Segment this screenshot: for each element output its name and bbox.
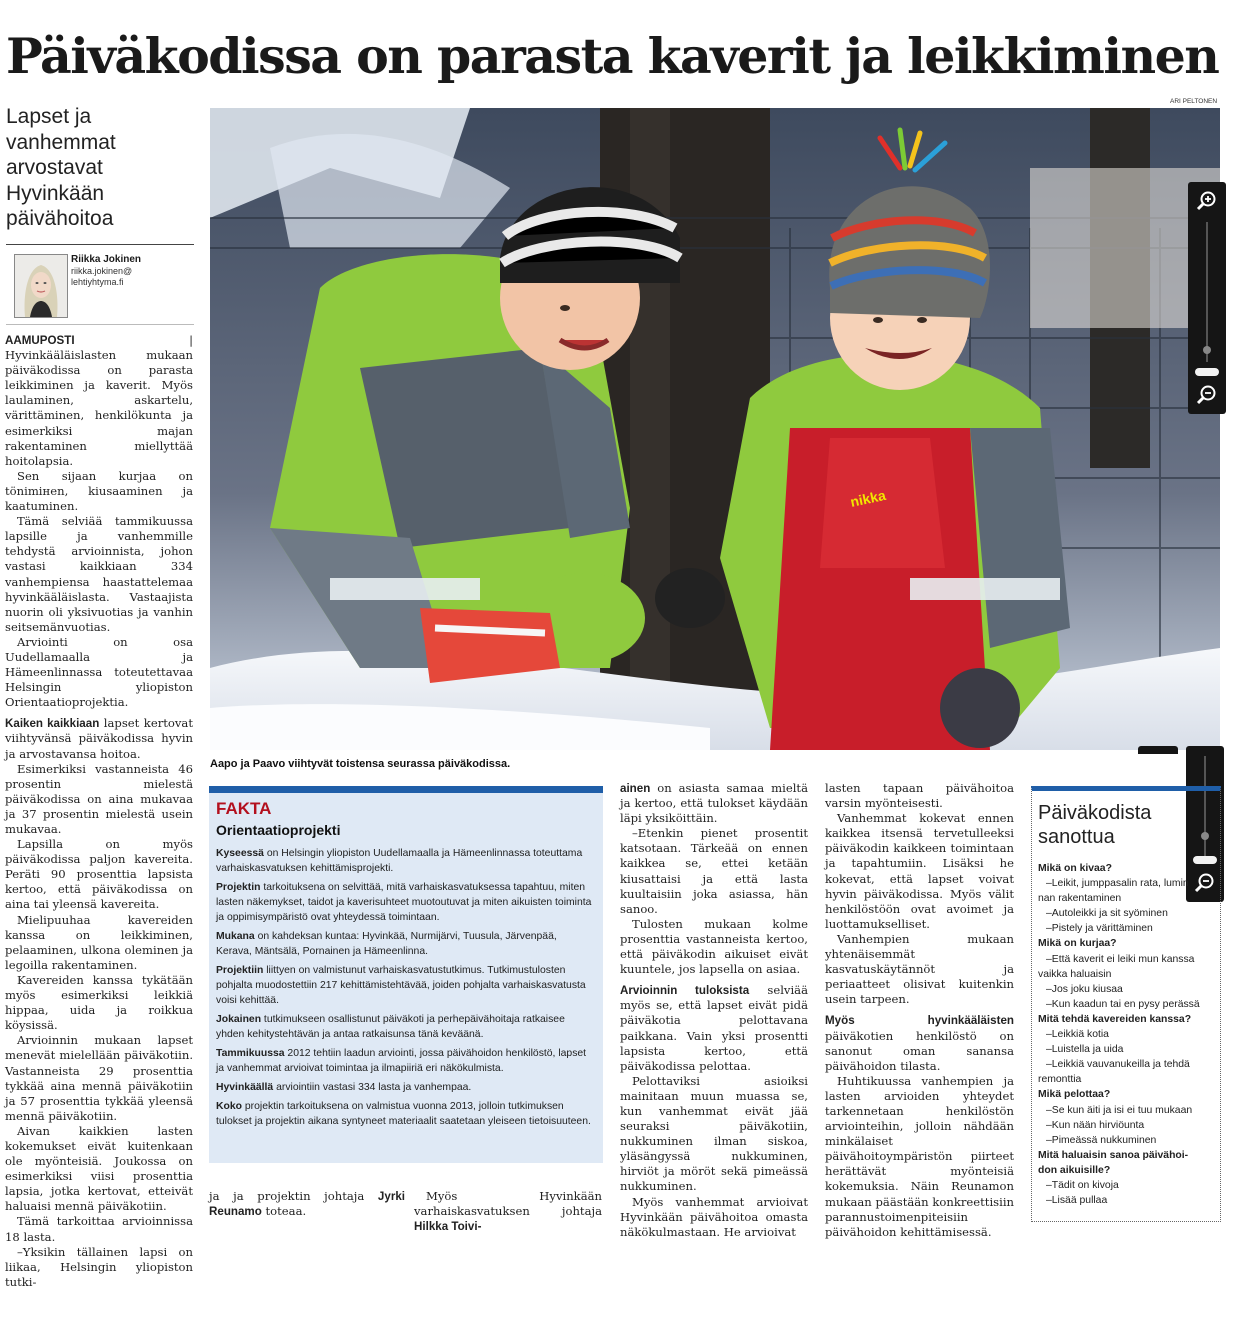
lede — [6, 104, 196, 232]
quote-answer: –Pimeässä nukkuminen — [1046, 1134, 1157, 1146]
byline-divider — [6, 324, 194, 325]
quote-answer: –Se kun äiti ja isi ei tuu mukaan — [1046, 1104, 1193, 1116]
quote-question: Mitä haluaisin sanoa päivähoi- — [1038, 1149, 1189, 1161]
paragraph: Vanhempien mukaan yhtenäisemmät kasvatuskäytännöt ja periaatteet olisivat kuitenkin usein tarpeen. — [825, 931, 1014, 1007]
overall-brand-label: nikka — [848, 486, 888, 510]
paragraph: Arvioinnin mukaan lapset menevät mielellään päiväkotiin. Vastanneista 29 prosenttia tykkää aina mennä päiväkotiin ja 57 prosenttia tykkää yleensä mennä päiväkotiin. — [5, 1033, 193, 1123]
quotes-body — [1038, 861, 1218, 1208]
paragraph: Myös hyvinkääläisten päiväkotien henkilöstö on sanonut oman sanansa päivähoidon tilasta. — [825, 1014, 1014, 1073]
paragraph: Vanhemmat kokevat ennen kaikkea itsensä tervetulleeksi päiväkodin kaikkeen toimintaan ja tapahtumiin. Lisäksi he kokevat, että lapset voivat hyvin päiväkodissa. Myös välit henkilöstöön ovat avoimet ja luottamukselliset. — [825, 811, 1014, 931]
lede-line: arvostavat — [6, 156, 103, 179]
author-name: Riikka Jokinen — [71, 254, 142, 265]
article-photo — [210, 108, 1220, 750]
fakta-item: Jokainen tutkimukseen osallistunut päiväkoti ja perhepäivähoitaja ratkaisee yhden kehitystehtävän ja antaa ratkaisunsa tänä keväänä. — [216, 1013, 565, 1040]
paragraph: Kaiken kaikkiaan lapset kertovat viihtyvänsä päiväkodissa hyvin ja arvostavansa hoitoa. — [5, 716, 193, 761]
zoom-in-icon[interactable] — [1196, 190, 1218, 212]
article-column-5 — [825, 781, 1014, 1240]
zoom-out-icon[interactable] — [1196, 384, 1218, 406]
fakta-item: Koko projektin tarkoituksena on valmistua vuonna 2013, jolloin tutkimuksen tulokset ja projektin aikana syntyneet materiaalit saatetaan yleiseen tietoisuuteen. — [216, 1101, 591, 1128]
paragraph: Kavereiden kanssa tykätään myös esimerkiksi leikkiä hippaa, uida ja roikkua köysissä. — [5, 972, 193, 1033]
fakta-item: Tammikuussa 2012 tehtiin laadun arviointi, jossa päivähoidon henkilöstö, lapset ja vanhemmat arvioivat toimintaa ja ilmapiiriä eri näkökulmista. — [216, 1048, 587, 1074]
fakta-body — [216, 847, 594, 1135]
zoom-slider-track[interactable] — [1206, 222, 1208, 362]
paragraph: –Etenkin pienet prosentit katsotaan. Tärkeää on ennen kaikkea se, ettei ketään kiusattaisi ja että lasta kuultaisiin joka asiassa, hän sanoo. — [620, 826, 808, 916]
quote-answer: –Luistella ja uida — [1046, 1044, 1124, 1056]
paragraph: Pelottaviksi asioiksi mainitaan muun muassa se, kun vanhemmat eivät jää seuraksi päiväkotiin, nukkuminen ilman siskoa, yläsängyssä nukkuminen, hirviöt ja möröt sekä pimeässä nukkuminen. — [620, 1073, 808, 1194]
quotes-title: Päiväkodista sanottua — [1038, 802, 1152, 848]
paragraph: Arviointi on osa Uudellamaalla ja Hämeenlinnassa toteutettavaa Helsingin yliopiston Orientaatioprojektia. — [5, 634, 193, 710]
author-byline — [14, 254, 194, 320]
paragraph: Tämä selviää tammikuussa lapsille ja vanhemmille tehdystä arvioinnista, johon vastasi kaikkiaan 334 vanhempiensa haastattelemaa hyvinkääläislasta. Vastaajista nuorin oli yksivuotias ja vanhin seitsemänvuotias. — [5, 514, 193, 634]
quote-answer: –Leikit, jumppasalin rata, lumin — [1046, 878, 1189, 890]
paragraph: Huhtikuussa vanhempien ja lasten arvioiden yhteydet tarkennetaan henkilöstön arviointeihin, jolloin nähdään minkälaiset päivähoitoympäristön piirteet herättävät myönteisiä kokemuksia. Näin Reunamon mukaan päästään konkreettisiin parannustoimenpiteisiin päivähoidon kehittämisessä. — [825, 1073, 1014, 1239]
quote-question: don aikuisille? — [1038, 1164, 1111, 1176]
quote-answer: –Leikkiä kotia — [1046, 1029, 1109, 1041]
zoom-slider-handle[interactable] — [1195, 368, 1219, 376]
photo-credit: ARI PELTONEN — [1170, 98, 1218, 105]
fakta-item: Projektin tarkoituksena on selvittää, mitä varhaiskasvatuksessa tapahtuu, miten lasten näkemykset, taidot ja kaverisuhteet muotoutuvat ja miten aikuisten toiminta ja oppimisympäristö ovat yhteydessä toimintaan. — [216, 882, 592, 923]
paragraph: Arvioinnin tuloksista selviää myös se, että lapset eivät pidä päiväkotia pelottavana paikkana. Vain yksi prosentti lapsista kertoo, että päiväkodissa pelottaa. — [620, 983, 808, 1073]
quote-question: Mitä tehdä kavereiden kanssa? — [1038, 1013, 1192, 1025]
quote-question: Mikä pelottaa? — [1038, 1089, 1111, 1101]
paragraph: AAMUPOSTI | Hyvinkääläislasten mukaan päiväkodissa on parasta leikkiminen ja kaverit. Myös laulaminen, askartelu, värittäminen, henkilökunta ja esimerkiksi majan rakentaminen miellyttää hoitolapsia. — [5, 333, 193, 468]
lede-divider — [6, 244, 194, 245]
quote-answer: –Lisää pullaa — [1046, 1195, 1108, 1207]
quote-question: Mikä on kivaa? — [1038, 863, 1112, 874]
paragraph: Lapsilla on myös päiväkodissa paljon kavereita. Peräti 90 prosenttia lapsista kertoo, että päiväkodissa on aina tai yleensä kavereita. — [5, 837, 193, 912]
quote-answer: –Kun kaadun tai en pysy perässä — [1046, 998, 1200, 1010]
paragraph: Esimerkiksi vastanneista 46 prosentin mielestä päiväkodissa on aina mukavaa ja 37 prosentin mielestä usein mukavaa. — [5, 761, 193, 836]
quote-question: Mikä on kurjaa? — [1038, 938, 1117, 950]
fakta-title: FAKTA — [216, 799, 272, 818]
paragraph: Tulosten mukaan kolme prosenttia vastanneista kertoo, että päiväkodin aikuiset eivät kuuntele, jos lapsella on asiaa. — [620, 916, 808, 977]
quote-answer: –Jos joku kiusaa — [1046, 983, 1123, 995]
author-photo — [14, 254, 68, 318]
lede-line: Hyvinkään — [6, 181, 105, 205]
article-column-1 — [5, 333, 193, 1290]
article-column-2-tail: ja ja projektin johtaja Jyrki Reunamo toteaa. — [209, 1189, 405, 1219]
fakta-subtitle: Orientaatioprojekti — [216, 822, 341, 838]
paragraph: Myös vanhemmat arvioivat Hyvinkään päivähoitoa omasta näkökulmastaan. He arvioivat — [620, 1194, 808, 1239]
quote-answer: –Tädit on kivoja — [1046, 1179, 1119, 1191]
headline: Päiväkodissa on parasta kaverit ja leikkiminen — [6, 27, 1219, 85]
paragraph: lasten tapaan päivähoitoa varsin myönteisesti. — [825, 781, 1014, 811]
zoom-control-top[interactable] — [1188, 182, 1226, 414]
quote-answer: –Kun nään hirviöunta — [1046, 1119, 1145, 1131]
paragraph: –Yksikin tällainen lapsi on liikaa, Helsingin yliopiston tutki- — [5, 1244, 193, 1289]
quote-answer: remonttia — [1038, 1074, 1082, 1086]
quotes-box — [1031, 786, 1221, 1222]
author-email: riikka.jokinen@ lehtiyhtyma.fi — [71, 266, 133, 287]
quote-answer: nan rakentaminen — [1038, 893, 1122, 905]
paragraph: Mielipuuhaa kavereiden kanssa on leikkiminen, pelaaminen, ulkona oleminen ja legoilla rakentaminen. — [5, 912, 193, 972]
photo-caption: Aapo ja Paavo viihtyvät toistensa seurassa päiväkodissa. — [210, 758, 511, 770]
zoom-tab — [1138, 746, 1178, 754]
fakta-item: Hyvinkäällä arviointiin vastasi 334 lasta ja vanhempaa. — [216, 1082, 472, 1094]
quote-answer: –Autoleikki ja sit syöminen — [1046, 908, 1168, 920]
article-column-4 — [620, 781, 808, 1240]
fakta-box — [209, 786, 603, 1163]
article-column-3-tail: Myös Hyvinkään varhaiskasvatuksen johtaja Hilkka Toivi- — [414, 1189, 602, 1234]
fakta-item: Kyseessä on Helsingin yliopiston Uudellamaalla ja Hämeenlinnassa toteuttama varhaiskasvatuksen kehittämisprojekti. — [216, 848, 583, 874]
fakta-item: Mukana on kahdeksan kuntaa: Hyvinkää, Nurmijärvi, Tuusula, Järvenpää, Kerava, Mäntsälä, Pornainen ja Hämeenlinna. — [216, 930, 557, 957]
lede-line: päivähoitoa — [6, 207, 114, 230]
paragraph: Sen sijaan kurjaa on tönimінen, kiusaaminen ja kaatuminen. — [5, 468, 193, 514]
lede-line: vanhemmat — [6, 130, 116, 154]
quote-answer: –Leikkiä vauvanukeilla ja tehdä — [1046, 1059, 1190, 1071]
lede-line: Lapset ja — [6, 105, 92, 128]
quote-answer: –Pistely ja värittäminen — [1046, 923, 1153, 935]
paragraph: ainen on asiasta samaa mieltä ja kertoo, että tulokset käydään läpi yksiköittäin. — [620, 781, 808, 826]
quote-answer: vaikka haluaisin — [1038, 968, 1112, 980]
paragraph: Tämä tarkoittaa arvioinnissa 18 lasta. — [5, 1214, 193, 1244]
quote-answer: –Että kaverit ei leiki mun kanssa — [1046, 953, 1195, 965]
zoom-slider-dot[interactable] — [1203, 346, 1211, 354]
paragraph: Aivan kaikkien lasten kokemukset eivät kuitenkaan ole myönteisiä. Joukossa on esimerkiksi viisi prosenttia lapsia, jotka kertovat, etteivät haluaisi mennä päiväkotiin. — [5, 1123, 193, 1214]
fakta-item: Projektiin liittyen on valmistunut varhaiskasvatustutkimus. Tutkimustulosten pohjalta muodostettiin 217 kehittämistehtävää, joiden pohjalta varhaiskasvatusta voisi kehittää. — [216, 965, 586, 1006]
photo-illustration — [210, 108, 1220, 750]
